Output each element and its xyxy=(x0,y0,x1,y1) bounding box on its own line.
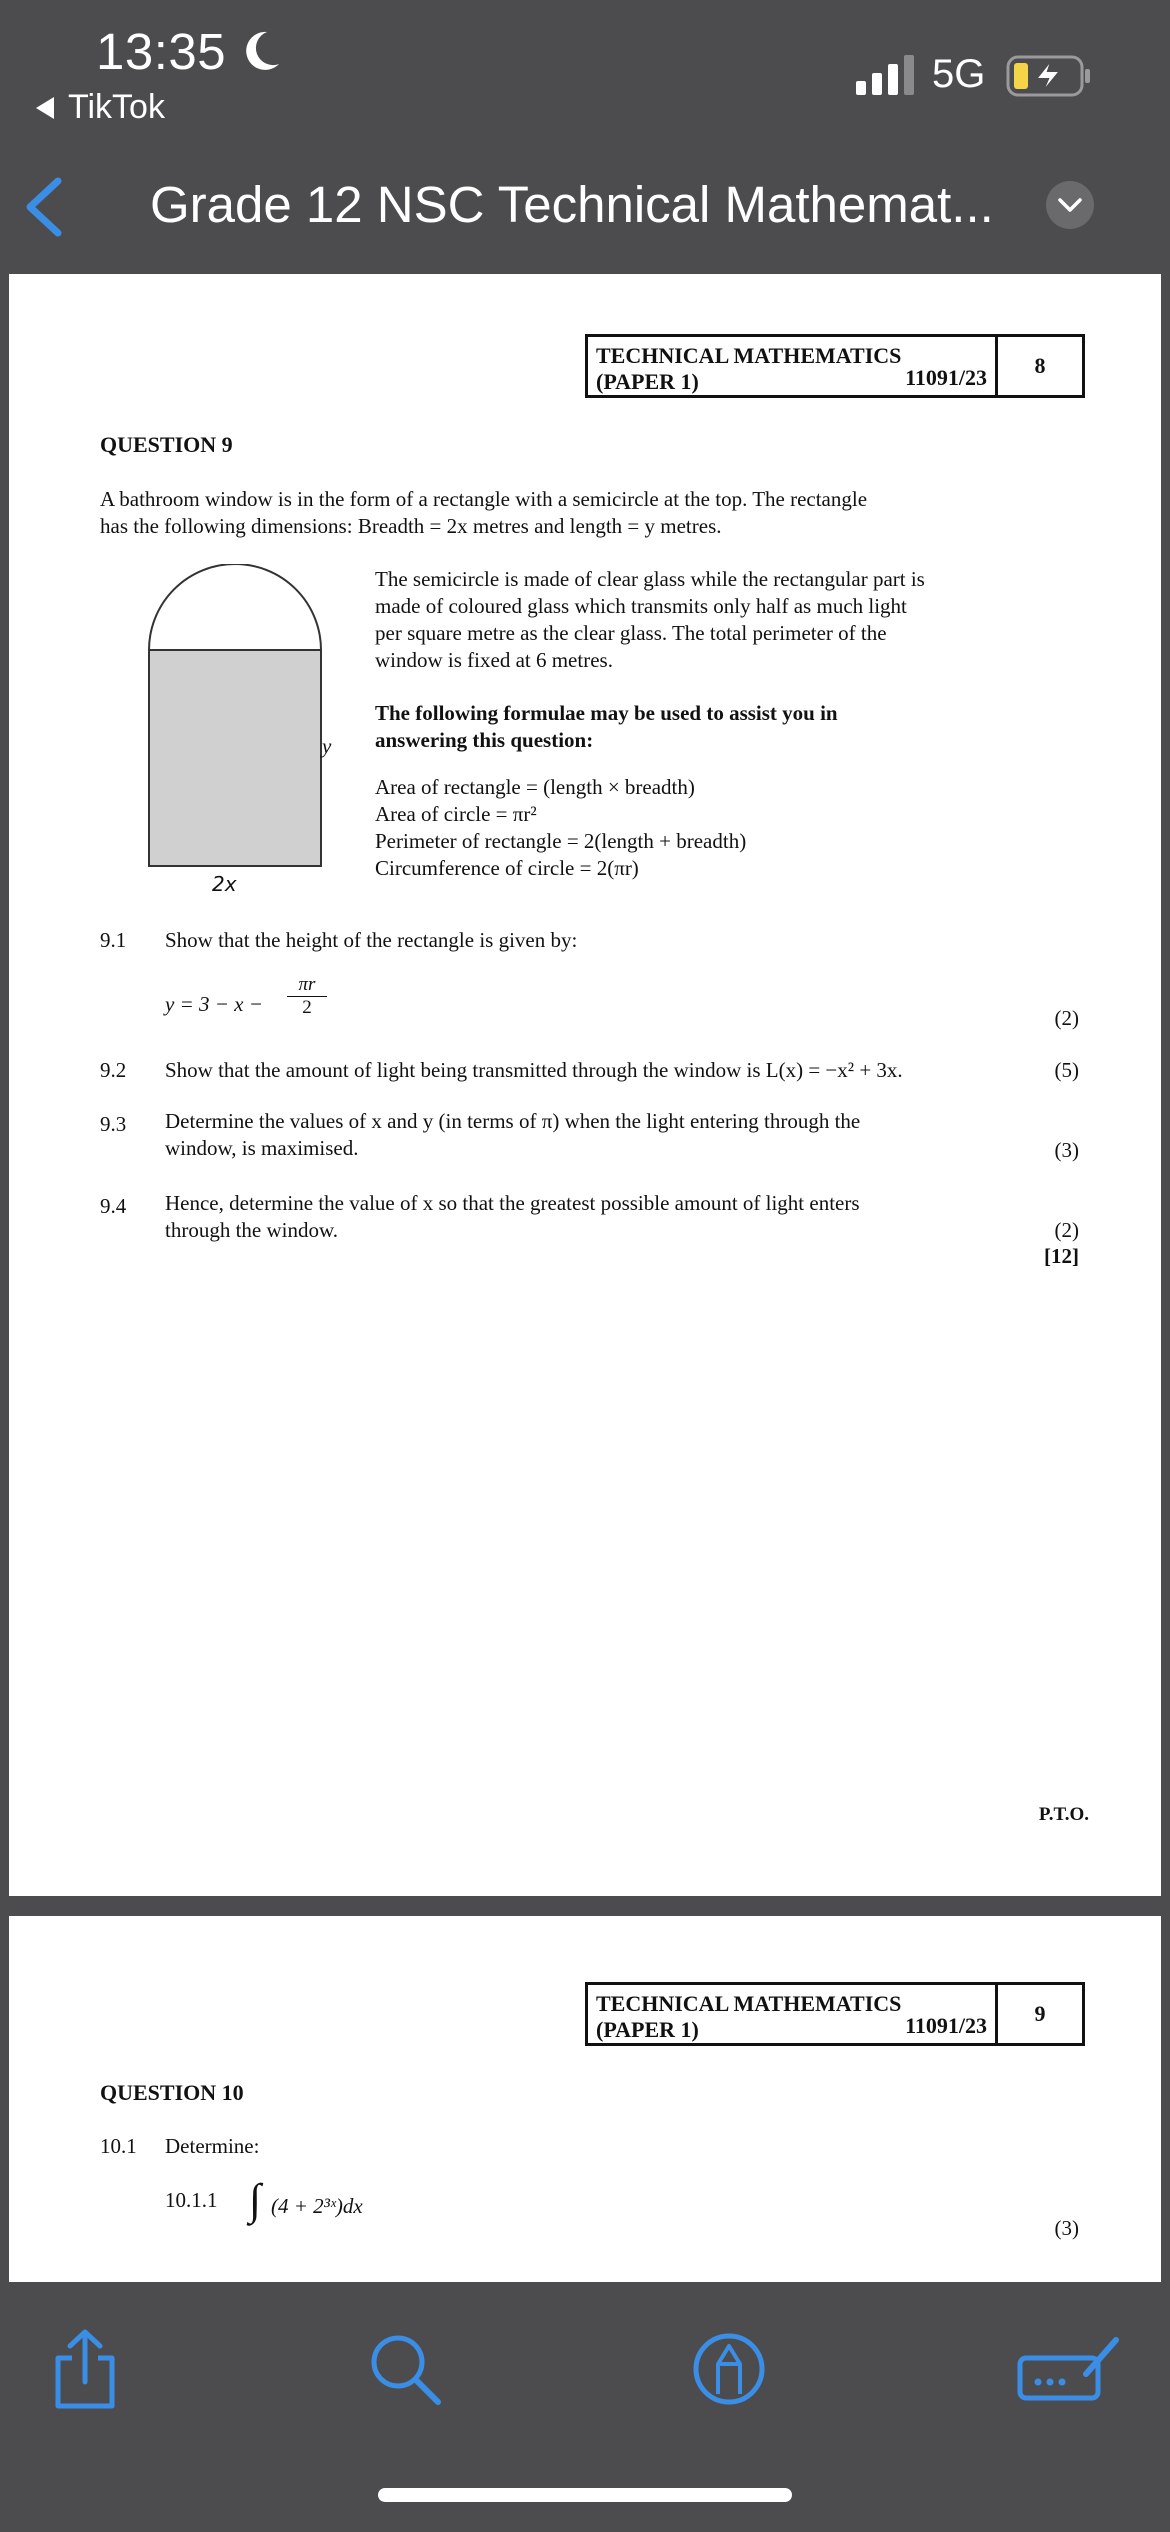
q9-2-number: 9.2 xyxy=(100,1058,127,1082)
q9-1-marks: (2) xyxy=(1054,1006,1079,1030)
intro-line-2: has the following dimensions: Breadth = 2x metres and length = y metres. xyxy=(100,514,722,538)
question-title: QUESTION 9 xyxy=(100,432,233,457)
q9-4-number: 9.4 xyxy=(100,1194,127,1218)
question-title: QUESTION 10 xyxy=(100,2080,244,2105)
back-chevron-icon[interactable] xyxy=(20,175,70,239)
q9-1-fraction xyxy=(287,974,327,1019)
formula-list xyxy=(375,774,746,882)
q9-4-line: Hence, determine the value of x so that the greatest possible amount of light enters xyxy=(165,1191,860,1215)
moon-icon xyxy=(241,28,283,74)
q9-4-line: through the window. xyxy=(165,1218,339,1242)
header-subject-cell xyxy=(588,337,998,395)
desc-line: The semicircle is made of clear glass while the rectangular part is xyxy=(375,567,925,591)
battery-charging-icon xyxy=(1006,55,1092,97)
q10-1-text: Determine: xyxy=(165,2134,260,2158)
q10-1-1-expression: (4 + 2³ˣ)dx xyxy=(271,2194,363,2218)
formula-heading-line: The following formulae may be used to assist you in xyxy=(375,701,838,725)
network-type: 5G xyxy=(932,52,986,96)
q9-3-line: Determine the values of x and y (in terms of π) when the light entering through the xyxy=(165,1109,861,1133)
formula-heading xyxy=(375,700,838,754)
formula-item: Area of circle = πr² xyxy=(375,802,537,826)
q9-3-line: window, is maximised. xyxy=(165,1136,359,1160)
page-header-box xyxy=(585,1982,1085,2046)
q9-1-text: Show that the height of the rectangle is given by: xyxy=(165,928,578,952)
signal-icon xyxy=(856,55,918,95)
header-paper: (PAPER 1) xyxy=(596,369,699,394)
q9-3-number: 9.3 xyxy=(100,1112,127,1136)
status-bar xyxy=(0,0,1170,135)
header-paper: (PAPER 1) xyxy=(596,2017,699,2042)
q9-total-marks: [12] xyxy=(1044,1244,1079,1268)
diagram-label-y: y xyxy=(322,734,332,758)
search-icon[interactable] xyxy=(360,2324,450,2414)
q10-1-number: 10.1 xyxy=(100,2134,137,2158)
desc-line: per square metre as the clear glass. The total perimeter of the xyxy=(375,621,887,645)
chevron-down-icon xyxy=(1057,197,1083,213)
keyboard-icon[interactable] xyxy=(1016,2324,1126,2414)
page-header-box xyxy=(585,334,1085,398)
header-page-number: 8 xyxy=(1034,353,1046,378)
q9-2-text: Show that the amount of light being transmitted through the window is L(x) = −x² + 3x. xyxy=(165,1058,903,1082)
diagram-label-breadth: 2x xyxy=(212,872,237,896)
intro-line-1: A bathroom window is in the form of a rectangle with a semicircle at the top. The rectangle xyxy=(100,487,868,511)
markup-icon[interactable] xyxy=(684,2324,774,2414)
fraction-denominator: 2 xyxy=(287,996,327,1019)
integral-sign: ∫ xyxy=(249,2175,262,2224)
q10-1-1-marks: (3) xyxy=(1054,2216,1079,2240)
formula-item: Circumference of circle = 2(πr) xyxy=(375,856,639,880)
document-title: Grade 12 NSC Technical Mathemat... xyxy=(150,176,994,233)
header-subject: TECHNICAL MATHEMATICS xyxy=(596,1991,902,2016)
desc-line: made of coloured glass which transmits only half as much light xyxy=(375,594,907,618)
q9-2-marks: (5) xyxy=(1054,1058,1079,1082)
pto-label: P.T.O. xyxy=(1038,1804,1089,1825)
formula-item: Perimeter of rectangle = 2(length + breadth) xyxy=(375,829,747,853)
clock: 13:35 xyxy=(96,23,227,80)
formula-item: Area of rectangle = (length × breadth) xyxy=(375,775,695,799)
header-code: 11091/23 xyxy=(905,2013,987,2038)
q9-3-text xyxy=(165,1108,860,1162)
header-code: 11091/23 xyxy=(905,365,987,390)
home-indicator[interactable] xyxy=(378,2488,792,2502)
header-subject: TECHNICAL MATHEMATICS xyxy=(596,343,902,368)
pdf-page-9 xyxy=(9,1916,1161,2282)
q9-4-marks: (2) xyxy=(1054,1218,1079,1242)
header-subject-cell xyxy=(588,1985,998,2043)
document-title-bar xyxy=(0,135,1170,270)
back-app-label: TikTok xyxy=(68,88,165,126)
q9-4-text xyxy=(165,1190,860,1244)
formula-heading-line: answering this question: xyxy=(375,728,594,752)
back-triangle-icon xyxy=(36,97,54,119)
q10-1-1-number: 10.1.1 xyxy=(165,2188,218,2212)
share-icon[interactable] xyxy=(40,2324,130,2414)
header-page-number: 9 xyxy=(1034,2001,1046,2026)
pdf-page-8 xyxy=(9,274,1161,1896)
title-menu-button[interactable] xyxy=(1046,181,1094,229)
back-to-app-link[interactable] xyxy=(36,88,165,127)
desc-line: window is fixed at 6 metres. xyxy=(375,648,613,672)
q9-1-number: 9.1 xyxy=(100,928,127,952)
q9-3-marks: (3) xyxy=(1054,1138,1079,1162)
q9-1-equation-left: y = 3 − x − xyxy=(165,992,263,1016)
description xyxy=(375,566,925,674)
fraction-numerator: πr xyxy=(298,974,316,995)
